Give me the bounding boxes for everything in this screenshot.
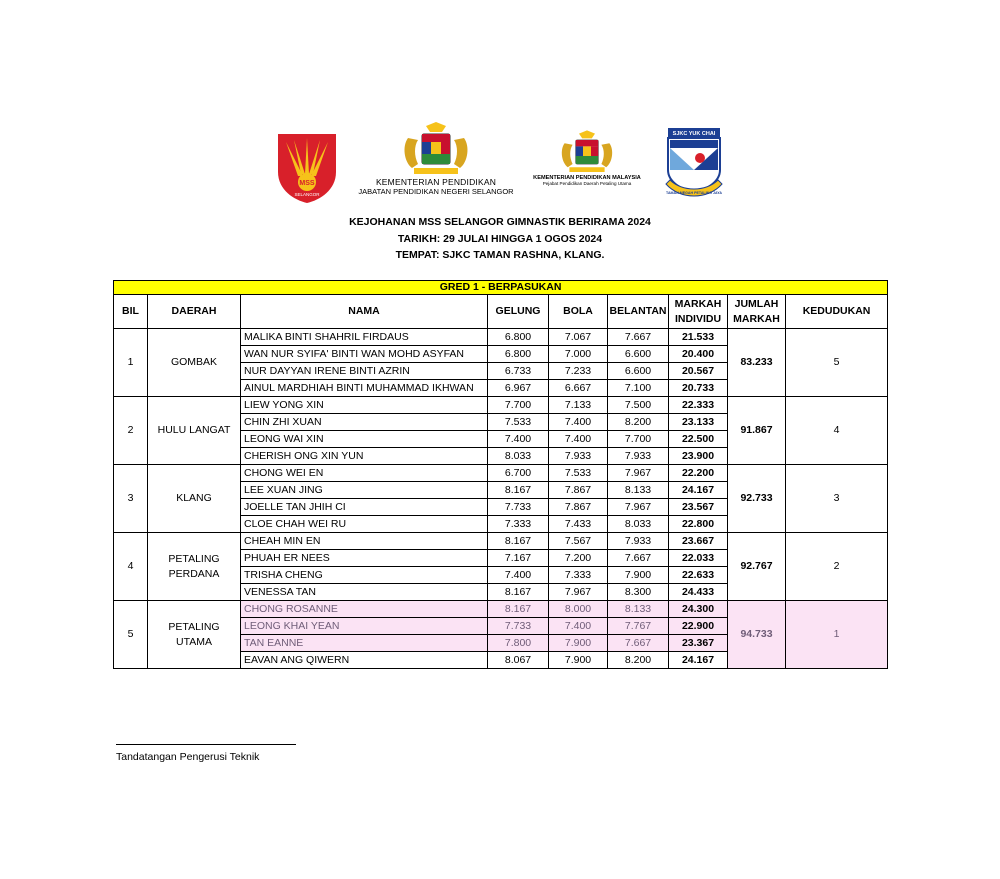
table-row: LEONG KHAI YEAN 7.733 7.400 7.767 22.900	[114, 618, 888, 635]
col-bola: BOLA	[549, 295, 608, 329]
table-row: CHIN ZHI XUAN 7.533 7.400 8.200 23.133	[114, 414, 888, 431]
table-row: TAN EANNE 7.800 7.900 7.667 23.367	[114, 635, 888, 652]
table-row: EAVAN ANG QIWERN 8.067 7.900 8.200 24.167	[114, 652, 888, 669]
group-klang	[114, 465, 888, 533]
group-hulu-langat	[114, 397, 888, 465]
svg-text:MSS: MSS	[299, 180, 315, 187]
nama-cell: CHONG ROSANNE	[241, 601, 488, 618]
sjkc-yuk-chai-logo	[656, 126, 732, 202]
table-row: 2 HULU LANGAT LIEW YONG XIN 7.700 7.133 7.500 22.333 91.867 4	[114, 397, 888, 414]
event-titles	[0, 214, 1000, 264]
group-petaling-utama	[114, 601, 888, 669]
table-row: JOELLE TAN JHIH CI 7.733 7.867 7.967 23.567	[114, 499, 888, 516]
col-jumlah-markah: JUMLAH MARKAH	[728, 295, 786, 329]
malaysia-crest-icon	[555, 130, 619, 174]
table-row: 3 KLANG CHONG WEI EN 6.700 7.533 7.967 22.200 92.733 3	[114, 465, 888, 482]
kedudukan-cell: 1	[786, 601, 888, 669]
col-nama: NAMA	[241, 295, 488, 329]
jumlah-cell: 92.733	[728, 465, 786, 533]
table-row: NUR DAYYAN IRENE BINTI AZRIN 6.733 7.233 6.600 20.567	[114, 363, 888, 380]
group-gombak	[114, 329, 888, 397]
nama-cell: MALIKA BINTI SHAHRIL FIRDAUS	[241, 329, 488, 346]
nama-cell: LIEW YONG XIN	[241, 397, 488, 414]
table-row: WAN NUR SYIFA' BINTI WAN MOHD ASYFAN 6.800 7.000 6.600 20.400	[114, 346, 888, 363]
bil-cell: 1	[114, 329, 148, 397]
event-date: TARIKH: 29 JULAI HINGGA 1 OGOS 2024	[397, 232, 603, 245]
kpm-selangor-logo: KEMENTERIAN PENDIDIKAN JABATAN PENDIDIKAN NEGERI SELANGOR	[356, 122, 516, 202]
bil-cell: 2	[114, 397, 148, 465]
event-title: KEJOHANAN MSS SELANGOR GIMNASTIK BERIRAMA 2024	[349, 216, 651, 228]
kedudukan-cell: 4	[786, 397, 888, 465]
kedudukan-cell: 5	[786, 329, 888, 397]
table-row: TRISHA CHENG 7.400 7.333 7.900 22.633	[114, 567, 888, 584]
table-row: LEE XUAN JING 8.167 7.867 8.133 24.167	[114, 482, 888, 499]
bil-cell: 3	[114, 465, 148, 533]
daerah-cell: PETALING PERDANA	[148, 533, 241, 601]
table-row: 5 PETALING UTAMA CHONG ROSANNE 8.167 8.000 8.133 24.300 94.733 1	[114, 601, 888, 618]
malaysia-crest-icon	[396, 122, 476, 176]
jumlah-cell: 83.233	[728, 329, 786, 397]
results-table	[113, 280, 888, 669]
event-venue: TEMPAT: SJKC TAMAN RASHNA, KLANG.	[395, 249, 605, 261]
bil-cell: 5	[114, 601, 148, 669]
jumlah-cell: 92.767	[728, 533, 786, 601]
kedudukan-cell: 2	[786, 533, 888, 601]
group-petaling-perdana	[114, 533, 888, 601]
daerah-cell: GOMBAK	[148, 329, 241, 397]
col-belantan: BELANTAN	[608, 295, 669, 329]
col-markah-individu: MARKAH INDIVIDU	[669, 295, 728, 329]
nama-cell: CHONG WEI EN	[241, 465, 488, 482]
table-row: CHERISH ONG XIN YUN 8.033 7.933 7.933 23.900	[114, 448, 888, 465]
jumlah-cell: 94.733	[728, 601, 786, 669]
col-kedudukan: KEDUDUKAN	[786, 295, 888, 329]
table-row: VENESSA TAN 8.167 7.967 8.300 24.433	[114, 584, 888, 601]
col-gelung: GELUNG	[488, 295, 549, 329]
table-row: AINUL MARDHIAH BINTI MUHAMMAD IKHWAN 6.967 6.667 7.100 20.733	[114, 380, 888, 397]
gred-band: GRED 1 - BERPASUKAN	[114, 281, 888, 295]
daerah-cell: HULU LANGAT	[148, 397, 241, 465]
table-row: LEONG WAI XIN 7.400 7.400 7.700 22.500	[114, 431, 888, 448]
kpm-malaysia-logo: KEMENTERIAN PENDIDIKAN MALAYSIA Pejabat Pendidikan Daerah Petaling Utama	[531, 130, 643, 194]
svg-text:TAMAN MEGAH PETALING JAYA: TAMAN MEGAH PETALING JAYA	[666, 191, 722, 195]
logo-strip	[0, 122, 1000, 202]
svg-text:SELANGOR: SELANGOR	[294, 192, 320, 197]
bil-cell: 4	[114, 533, 148, 601]
col-bil: BIL	[114, 295, 148, 329]
kedudukan-cell: 3	[786, 465, 888, 533]
daerah-cell: PETALING UTAMA	[148, 601, 241, 669]
nama-cell: CHEAH MIN EN	[241, 533, 488, 550]
jumlah-cell: 91.867	[728, 397, 786, 465]
mss-selangor-logo	[276, 132, 338, 204]
daerah-cell: KLANG	[148, 465, 241, 533]
table-row: 4 PETALING PERDANA CHEAH MIN EN 8.167 7.567 7.933 23.667 92.767 2	[114, 533, 888, 550]
col-daerah: DAERAH	[148, 295, 241, 329]
svg-text:SJKC YUK CHAI: SJKC YUK CHAI	[672, 131, 716, 137]
table-row: CLOE CHAH WEI RU 7.333 7.433 8.033 22.800	[114, 516, 888, 533]
table-row: 1 GOMBAK MALIKA BINTI SHAHRIL FIRDAUS 6.800 7.067 7.667 21.533 83.233 5	[114, 329, 888, 346]
table-row: PHUAH ER NEES 7.167 7.200 7.667 22.033	[114, 550, 888, 567]
signature-label: Tandatangan Pengerusi Teknik	[116, 751, 260, 763]
signature-line	[116, 744, 296, 745]
